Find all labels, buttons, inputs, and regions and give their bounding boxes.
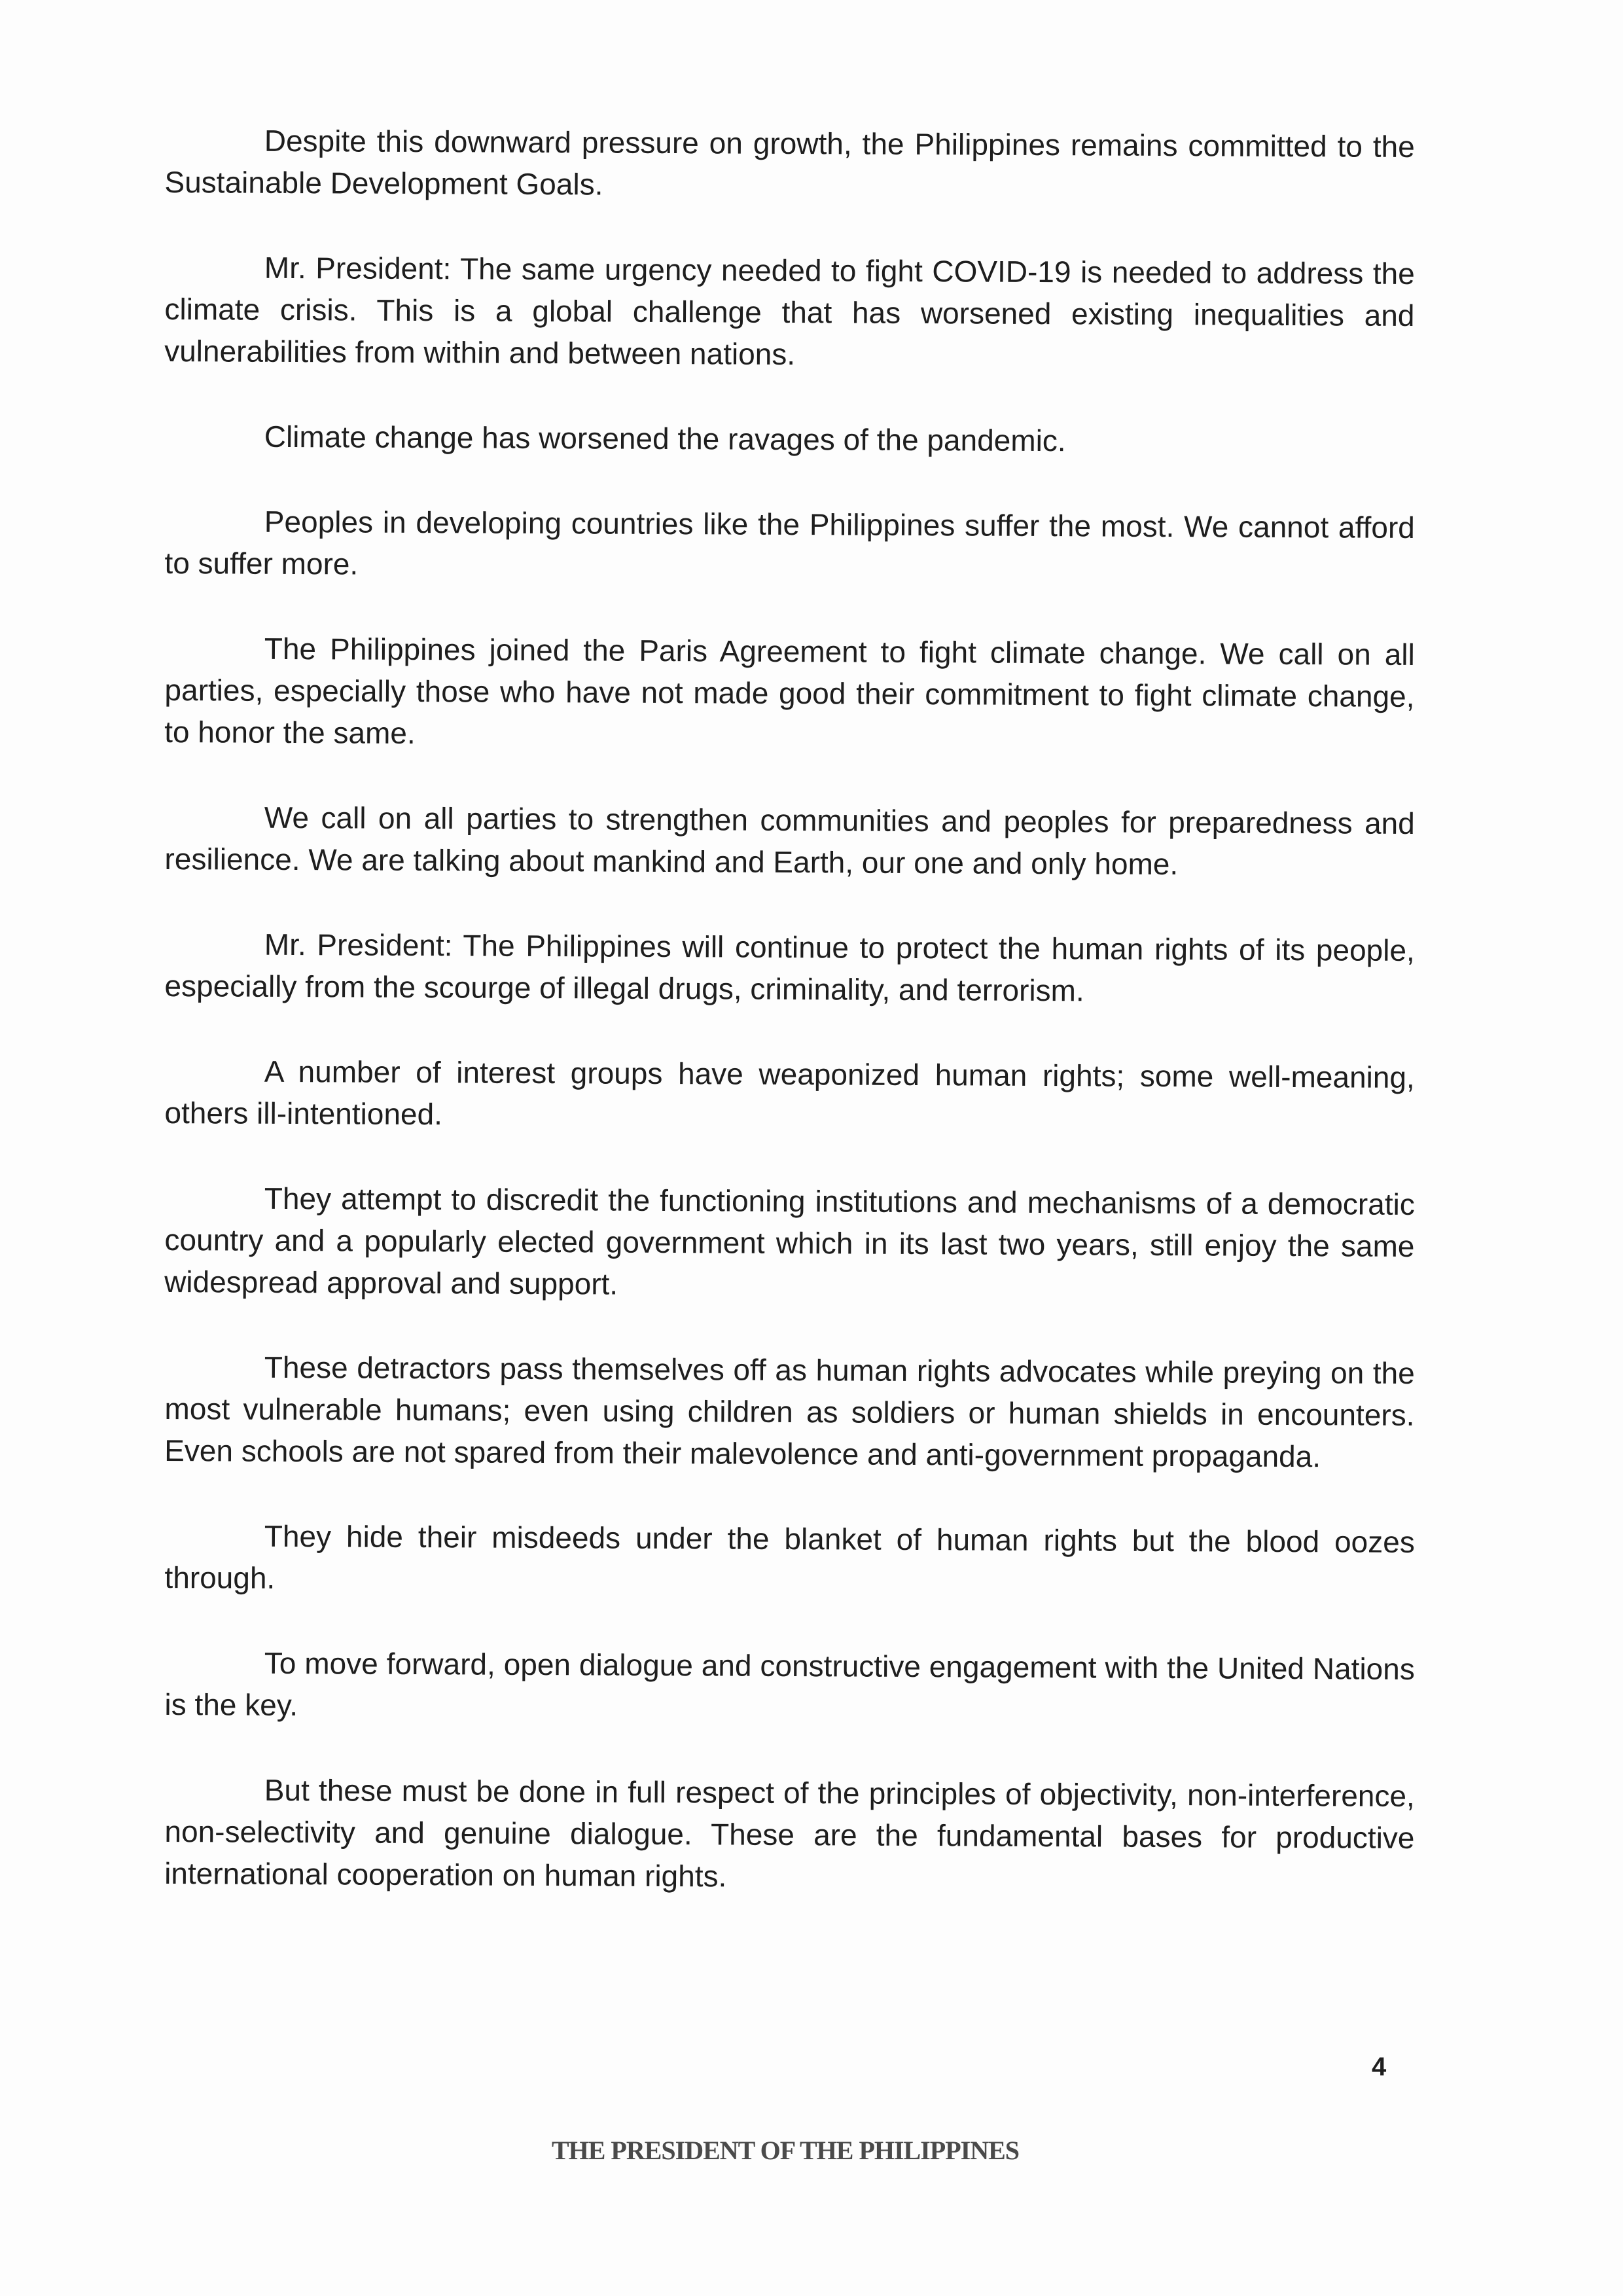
paragraph-4: Peoples in developing countries like the Philippines suffer the most. We cannot afford to suffer more. — [164, 504, 1415, 581]
paragraph-2: Mr. President: The same urgency needed to fight COVID-19 is needed to address the climate crisis. This is a global challenge that has worsened existing inequalities and vulnerabilities from within and between nations. — [164, 250, 1415, 372]
page-number: 4 — [1372, 2053, 1387, 2081]
paragraph-10: These detractors pass themselves off as human rights advocates while preying on the most vulnerable humans; even using children as soldiers or human shields in encounters. Even schools are not spared from their malevolence and anti-government propaganda. — [164, 1350, 1415, 1474]
document-body — [165, 119, 1415, 1937]
paragraph-3: Climate change has worsened the ravages of the pandemic. — [264, 419, 1066, 458]
paragraph-7: Mr. President: The Philippines will continue to protect the human rights of its people, especially from the scourge of illegal drugs, criminality, and terrorism. — [164, 927, 1415, 1008]
paragraph-9: They attempt to discredit the functioning institutions and mechanisms of a democratic country and a popularly elected government which in its last two years, still enjoy the same widespread approval and support. — [164, 1181, 1415, 1301]
paragraph-1: Despite this downward pressure on growth, the Philippines remains committed to the Sustainable Development Goals. — [164, 123, 1415, 202]
paragraph-11: They hide their misdeeds under the blanket of human rights but the blood oozes through. — [164, 1518, 1415, 1595]
paragraph-13: But these must be done in full respect of the principles of objectivity, non-interference, non-selectivity and genuine dialogue. These are the fundamental bases for productive international cooperation on human rights. — [164, 1772, 1415, 1893]
paragraph-6: We call on all parties to strengthen communities and peoples for preparedness and resilience. We are talking about mankind and Earth, our one and only home. — [164, 800, 1415, 882]
paragraph-12: To move forward, open dialogue and constructive engagement with the United Nations is the key. — [164, 1645, 1415, 1723]
page-footer: THE PRESIDENT OF THE PHILIPPINES — [551, 2136, 1020, 2165]
paragraph-8: A number of interest groups have weaponized human rights; some well-meaning, others ill-intentioned. — [164, 1054, 1415, 1132]
paragraph-5: The Philippines joined the Paris Agreement to fight climate change. We call on all parties, especially those who have not made good their commitment to fight climate change, to honor the same. — [164, 631, 1415, 751]
